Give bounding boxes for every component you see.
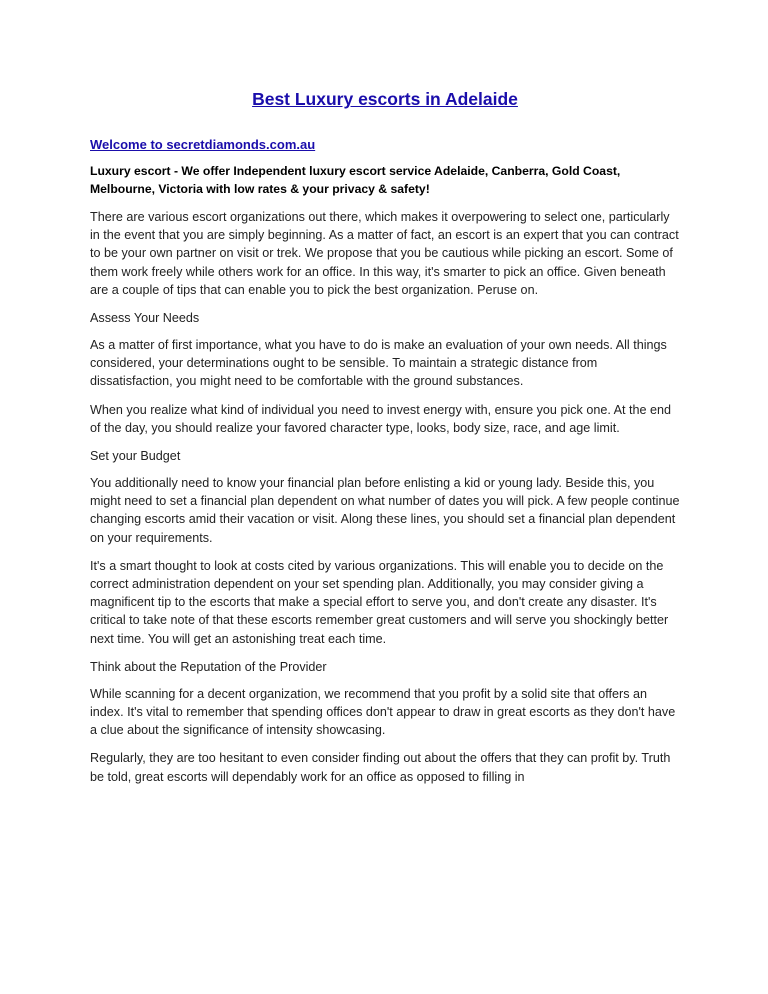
section-heading-reputation: Think about the Reputation of the Provider xyxy=(90,659,327,674)
lead-paragraph: Luxury escort - We offer Independent luxury escort service Adelaide, Canberra, Gold Coast, Melbourne, Victoria with low rates & your privacy & safety! xyxy=(90,164,621,196)
paragraph: As a matter of first importance, what you have to do is make an evaluation of your own needs. All things considered, your determinations ought to be sensible. To maintain a strategic distance from dissatisfaction, you might need to be comfortable with the ground substances. xyxy=(90,338,667,389)
welcome-link[interactable]: Welcome to secretdiamonds.com.au xyxy=(90,137,316,152)
paragraph: Regularly, they are too hesitant to even consider finding out about the offers that they can profit by. Truth be told, great escorts will dependably work for an office as opposed to filling in xyxy=(90,751,671,784)
paragraph: It's a smart thought to look at costs cited by various organizations. This will enable you to decide on the correct administration dependent on your set spending plan. Additionally, you may consider giving a magnificent tip to the escorts that make a special effort to serve you, and don't create any disaster. It's critical to take note of that these escorts remember great customers and will serve you shockingly better next time. You will get an astonishing treat each time. xyxy=(90,558,669,646)
welcome-line xyxy=(90,136,680,154)
intro-paragraph: There are various escort organizations out there, which makes it overpowering to select one, particularly in the event that you are simply beginning. As a matter of fact, an escort is an expert that you can contract to be your own partner on visit or trek. We propose that you be cautious while picking an escort. Some of them work freely while others work for an office. In this way, it's smarter to pick an office. Given beneath are a couple of tips that can enable you to pick the best organization. Peruse on. xyxy=(90,210,679,297)
document-title xyxy=(90,88,680,110)
paragraph: When you realize what kind of individual you need to invest energy with, ensure you pick one. At the end of the day, you should realize your favored character type, looks, body size, race, and age limit. xyxy=(90,402,672,435)
document-page xyxy=(90,88,680,796)
section-heading-assess-needs: Assess Your Needs xyxy=(90,311,200,326)
section-heading-set-budget: Set your Budget xyxy=(90,449,181,464)
paragraph: You additionally need to know your financial plan before enlisting a kid or young lady. Beside this, you might need to set a financial plan dependent on what number of dates you will pick. A few people continue changing escorts amid their vacation or visit. Along these lines, you should set a financial plan dependent on your requirements. xyxy=(90,476,680,545)
title-link[interactable]: Best Luxury escorts in Adelaide xyxy=(252,89,518,109)
paragraph: While scanning for a decent organization, we recommend that you profit by a solid site that offers an index. It's vital to remember that spending offices don't appear to draw in great escorts as they don't have a clue about the significance of intensity showcasing. xyxy=(90,686,676,738)
